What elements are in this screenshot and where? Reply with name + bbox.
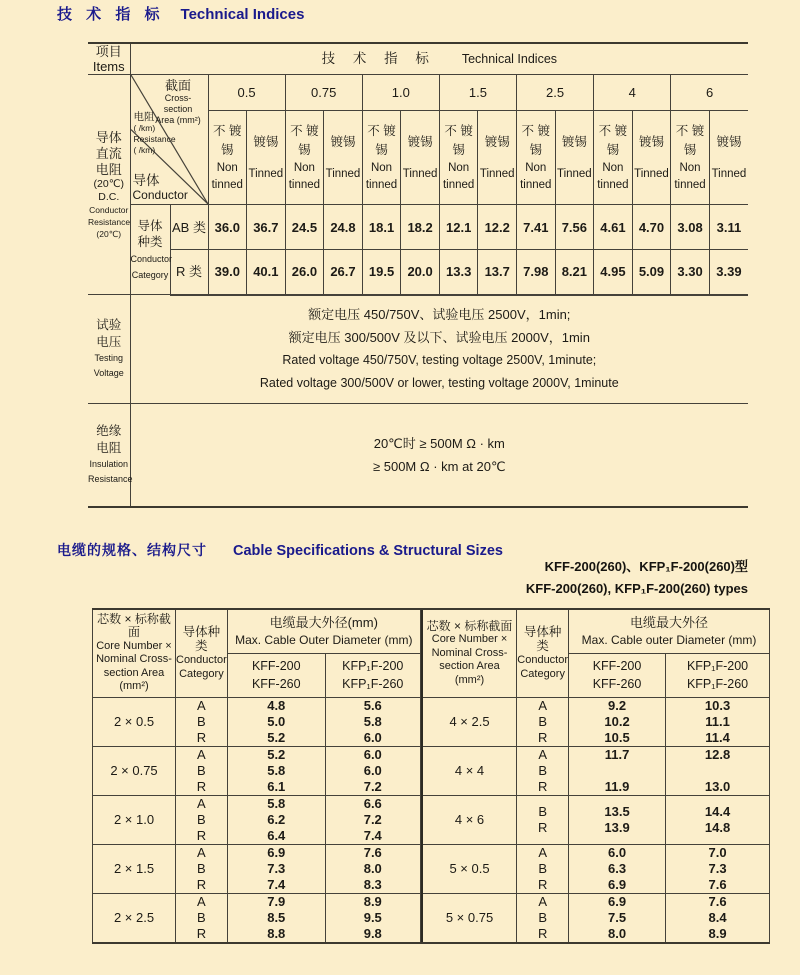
kff-diameter-cell: 6.9 7.5 8.0	[569, 893, 666, 943]
kpf-diameter-cell: 6.6 7.2 7.4	[325, 795, 420, 844]
conductor-label: 导体 Conductor	[132, 173, 188, 202]
resistance-value: 7.56	[555, 205, 594, 250]
spec-group-row	[422, 697, 770, 746]
technical-indices-table	[88, 42, 748, 508]
spec-group-row	[93, 893, 421, 943]
conductor-category-header: 导体种 类 Conductor Category	[176, 609, 228, 697]
resistance-value: 4.61	[594, 205, 633, 250]
core-size-cell: 5 × 0.75	[422, 893, 517, 943]
resistance-value: 20.0	[401, 250, 440, 295]
core-size-cell: 5 × 0.5	[422, 844, 517, 893]
section2-title	[57, 540, 503, 560]
kpf-diameter-cell: 6.0 6.0 7.2	[325, 746, 420, 795]
kpf-diameter-cell: 5.6 5.8 6.0	[325, 697, 420, 746]
category-cell: B R	[517, 795, 569, 844]
resistance-value: 24.5	[285, 205, 324, 250]
core-size-header: 芯数 × 标称截面 Core Number × Nominal Cross- section Area (mm²)	[422, 609, 517, 697]
spec-group-row	[93, 844, 421, 893]
category-cell: A B R	[517, 746, 569, 795]
section2-title-en: Cable Specifications & Structural Sizes	[233, 543, 503, 559]
size-header: 0.5	[208, 75, 285, 111]
resistance-value: 3.11	[709, 205, 748, 250]
kff-diameter-cell: 7.9 8.5 8.8	[227, 893, 325, 943]
conductor-category-header: 导体种 类 Conductor Category	[517, 609, 569, 697]
size-header: 0.75	[285, 75, 362, 111]
kff-diameter-cell: 13.5 13.9	[569, 795, 666, 844]
spec-tables	[92, 608, 770, 944]
items-cell: 项目 Items	[88, 43, 130, 75]
resistance-value: 3.30	[671, 250, 710, 295]
resistance-value: 18.1	[362, 205, 401, 250]
size-header: 1.5	[439, 75, 516, 111]
non-tinned-header: 不 镀 锡 Non tinned	[594, 111, 633, 205]
resistance-value: 5.09	[632, 250, 671, 295]
resistance-value: 3.39	[709, 250, 748, 295]
kff-model-header: KFF-200 KFF-260	[227, 653, 325, 697]
kff-model-header: KFF-200 KFF-260	[569, 653, 666, 697]
max-diameter-header: 电缆最大外径(mm) Max. Cable Outer Diameter (mm)	[227, 609, 420, 653]
dc-resistance-label: 导体 直流 电阻 (20℃) D.C. Conductor Resistance (20℃)	[88, 75, 130, 295]
category-cell: A B R	[517, 844, 569, 893]
category-cell: A B R	[176, 893, 228, 943]
cable-type-lines	[526, 556, 748, 600]
core-size-cell: 2 × 0.5	[93, 697, 176, 746]
spec-group-row	[422, 746, 770, 795]
resistance-value: 3.08	[671, 205, 710, 250]
resistance-value: 26.7	[324, 250, 363, 295]
section1-title-zh: 技 术 指 标	[57, 6, 165, 23]
spec-group-row	[422, 844, 770, 893]
insulation-resistance-label: 绝缘 电阻 Insulation Resistance	[88, 404, 130, 507]
kpf-diameter-cell: 8.9 9.5 9.8	[325, 893, 420, 943]
kff-diameter-cell: 5.2 5.8 6.1	[227, 746, 325, 795]
kff-diameter-cell: 6.9 7.3 7.4	[227, 844, 325, 893]
tech-indices-header-cell: 技 术 指 标 Technical Indices	[130, 43, 748, 75]
resistance-label: 电阻 ( /km) Resistance ( /km)	[133, 111, 176, 155]
ab-category-row	[88, 205, 748, 250]
core-size-cell: 2 × 1.0	[93, 795, 176, 844]
core-size-cell: 2 × 1.5	[93, 844, 176, 893]
testing-voltage-label: 试验 电压 Testing Voltage	[88, 295, 130, 404]
non-tinned-header: 不 镀 锡 Non tinned	[517, 111, 556, 205]
non-tinned-header: 不 镀 锡 Non tinned	[208, 111, 247, 205]
resistance-value: 7.98	[517, 250, 556, 295]
resistance-value: 12.2	[478, 205, 517, 250]
resistance-value: 24.8	[324, 205, 363, 250]
core-size-cell: 4 × 6	[422, 795, 517, 844]
resistance-value: 13.7	[478, 250, 517, 295]
tinned-header: 镀锡 Tinned	[478, 111, 517, 205]
tinned-header: 镀锡 Tinned	[555, 111, 594, 205]
r-category-cell: R 类	[170, 250, 208, 295]
cross-section-row	[88, 75, 748, 111]
resistance-value: 19.5	[362, 250, 401, 295]
items-header-row	[88, 43, 748, 75]
kpf-diameter-cell: 14.4 14.8	[666, 795, 770, 844]
resistance-value: 36.0	[208, 205, 247, 250]
section1-title	[57, 3, 304, 24]
ab-category-cell: AB 类	[170, 205, 208, 250]
conductor-category-label: 导体 种类 Conductor Category	[130, 205, 170, 295]
cross-section-label: 截面 Cross-section Area (mm²)	[155, 78, 201, 125]
tinned-header: 镀锡 Tinned	[247, 111, 286, 205]
testing-voltage-text: 额定电压 450/750V、试验电压 2500V，1min; 额定电压 300/500V 及以下、试验电压 2000V，1min Rated voltage 450/750V, testing voltage 2500V, 1minute; Rated voltage 300/500V or lower, testing voltage 2000V, 1minute	[130, 295, 748, 404]
kff-diameter-cell: 11.7 11.9	[569, 746, 666, 795]
kpf-diameter-cell: 10.3 11.1 11.4	[666, 697, 770, 746]
core-size-cell: 2 × 2.5	[93, 893, 176, 943]
spec-group-row	[93, 746, 421, 795]
non-tinned-header: 不 镀 锡 Non tinned	[362, 111, 401, 205]
spec-group-row	[422, 893, 770, 943]
tinned-header: 镀锡 Tinned	[324, 111, 363, 205]
tinned-header: 镀锡 Tinned	[632, 111, 671, 205]
spec-group-row	[93, 697, 421, 746]
core-size-cell: 4 × 2.5	[422, 697, 517, 746]
spec-group-row	[93, 795, 421, 844]
non-tinned-header: 不 镀 锡 Non tinned	[285, 111, 324, 205]
non-tinned-header: 不 镀 锡 Non tinned	[671, 111, 710, 205]
size-header: 6	[671, 75, 748, 111]
size-header: 2.5	[517, 75, 594, 111]
resistance-value: 18.2	[401, 205, 440, 250]
section1-title-en: Technical Indices	[180, 6, 305, 23]
kpf-diameter-cell: 7.6 8.0 8.3	[325, 844, 420, 893]
section2-title-zh: 电缆的规格、结构尺寸	[57, 542, 207, 558]
category-cell: A B R	[517, 697, 569, 746]
core-size-cell: 2 × 0.75	[93, 746, 176, 795]
kpf-model-header: KFP₁F-200 KFP₁F-260	[325, 653, 420, 697]
kff-diameter-cell: 6.0 6.3 6.9	[569, 844, 666, 893]
cable-type-en: KFF-200(260), KFP₁F-200(260) types	[525, 581, 748, 596]
resistance-value: 8.21	[555, 250, 594, 295]
spec-table-left	[92, 608, 421, 944]
kpf-diameter-cell: 12.8 13.0	[666, 746, 770, 795]
kpf-diameter-cell: 7.0 7.3 7.6	[666, 844, 770, 893]
kff-diameter-cell: 5.8 6.2 6.4	[227, 795, 325, 844]
core-size-cell: 4 × 4	[422, 746, 517, 795]
r-category-row	[88, 250, 748, 295]
resistance-value: 36.7	[247, 205, 286, 250]
tinned-header: 镀锡 Tinned	[709, 111, 748, 205]
kpf-model-header: KFP₁F-200 KFP₁F-260	[666, 653, 770, 697]
category-cell: A B R	[176, 746, 228, 795]
insulation-resistance-text: 20℃时 ≥ 500M Ω · km ≥ 500M Ω · km at 20℃	[130, 404, 748, 507]
tinned-header: 镀锡 Tinned	[401, 111, 440, 205]
resistance-value: 12.1	[439, 205, 478, 250]
testing-voltage-row	[88, 295, 748, 404]
resistance-value: 39.0	[208, 250, 247, 295]
diagonal-header-cell	[130, 75, 208, 205]
spec-group-row	[422, 795, 770, 844]
category-cell: A B R	[176, 795, 228, 844]
category-cell: A B R	[176, 697, 228, 746]
resistance-value: 4.95	[594, 250, 633, 295]
resistance-value: 4.70	[632, 205, 671, 250]
size-header: 1.0	[362, 75, 439, 111]
spec-table-right	[421, 608, 770, 944]
resistance-value: 13.3	[439, 250, 478, 295]
size-header: 4	[594, 75, 671, 111]
insulation-resistance-row	[88, 404, 748, 507]
core-size-header: 芯数 × 标称截面 Core Number × Nominal Cross- section Area (mm²)	[93, 609, 176, 697]
kff-diameter-cell: 9.2 10.2 10.5	[569, 697, 666, 746]
kff-diameter-cell: 4.8 5.0 5.2	[227, 697, 325, 746]
resistance-value: 7.41	[517, 205, 556, 250]
cable-type-zh: KFF-200(260)、KFP₁F-200(260)型	[544, 559, 748, 574]
max-diameter-header: 电缆最大外径 Max. Cable outer Diameter (mm)	[569, 609, 770, 653]
kpf-diameter-cell: 7.6 8.4 8.9	[666, 893, 770, 943]
non-tinned-header: 不 镀 锡 Non tinned	[439, 111, 478, 205]
category-cell: A B R	[517, 893, 569, 943]
resistance-value: 40.1	[247, 250, 286, 295]
resistance-value: 26.0	[285, 250, 324, 295]
category-cell: A B R	[176, 844, 228, 893]
